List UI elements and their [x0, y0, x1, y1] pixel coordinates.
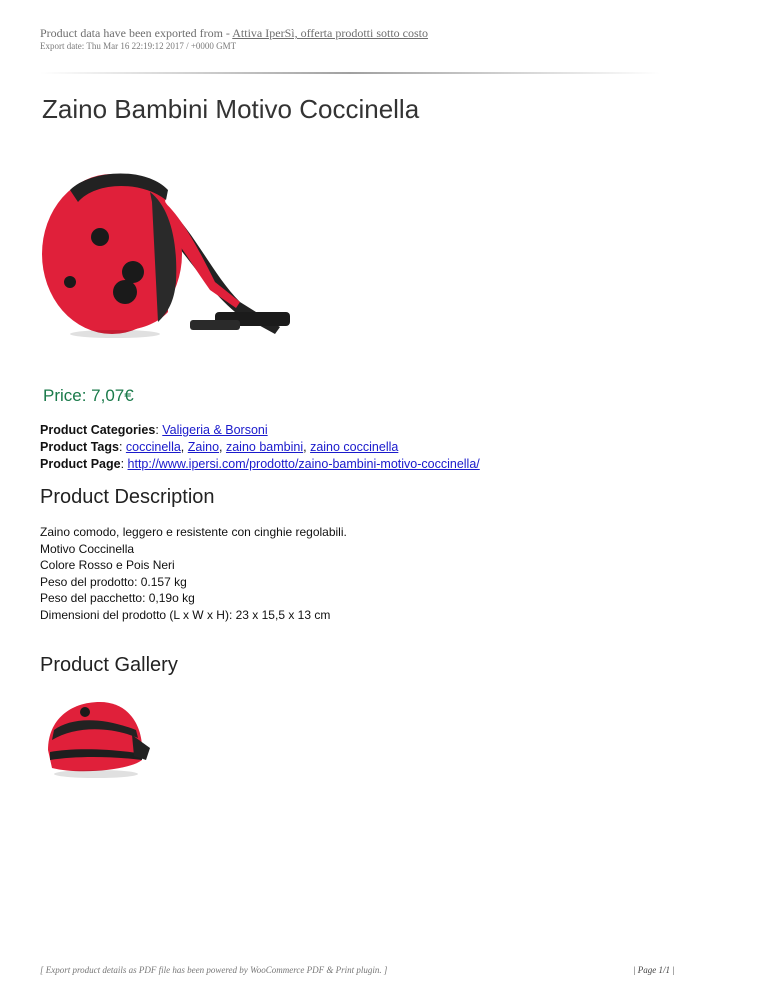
footer-credit-prefix: [ Export product details as PDF file has been powered by	[40, 965, 251, 975]
description-line: Motivo Coccinella	[40, 542, 135, 556]
export-source-line	[40, 26, 428, 41]
categories-label: Product Categories	[40, 423, 156, 437]
gallery-thumbnail[interactable]	[40, 690, 152, 785]
product-page-link[interactable]: http://www.ipersi.com/prodotto/zaino-bambini-motivo-coccinella/	[127, 457, 480, 471]
description-line: Dimensioni del prodotto (L x W x H): 23 x 15,5 x 13 cm	[40, 608, 331, 622]
product-title: Zaino Bambini Motivo Coccinella	[42, 94, 420, 124]
tags-label: Product Tags	[40, 440, 119, 454]
page-label: Product Page	[40, 457, 121, 471]
site-link[interactable]: Attiva IperSì, offerta prodotti sotto costo	[232, 26, 429, 40]
tag-link[interactable]: Zaino	[187, 440, 220, 454]
description-line: Peso del pacchetto: 0,19o kg	[40, 591, 195, 605]
page-number: | Page 1/1 |	[633, 965, 675, 975]
tag-link[interactable]: zaino coccinella	[310, 440, 399, 454]
export-source-prefix: Product data have been exported from -	[40, 26, 233, 40]
tag-link[interactable]: coccinella	[125, 440, 181, 454]
product-tags-row: Product Tags: coccinella, Zaino, zaino bambini, zaino coccinella	[40, 440, 399, 454]
footer-credit	[40, 965, 387, 975]
product-price: Price: 7,07€	[43, 386, 134, 405]
footer-plugin-name: WooCommerce PDF & Print	[250, 965, 355, 975]
footer-credit-suffix: plugin. ]	[354, 965, 388, 975]
gallery-heading: Product Gallery	[40, 654, 178, 676]
product-main-image	[40, 162, 300, 342]
description-line: Peso del prodotto: 0.157 kg	[40, 575, 187, 589]
product-categories-row: Product Categories: Valigeria & Borsoni	[40, 423, 268, 437]
description-heading: Product Description	[40, 486, 215, 508]
description-line: Colore Rosso e Pois Neri	[40, 558, 175, 572]
description-line: Zaino comodo, leggero e resistente con cinghie regolabili.	[40, 525, 347, 539]
tag-link[interactable]: zaino bambini	[225, 440, 304, 454]
header-divider	[40, 72, 660, 74]
product-page-row: Product Page: http://www.ipersi.com/prodotto/zaino-bambini-motivo-coccinella/	[40, 457, 480, 471]
export-date: Export date: Thu Mar 16 22:19:12 2017 / +0000 GMT	[40, 41, 237, 51]
category-link[interactable]: Valigeria & Borsoni	[162, 423, 268, 437]
